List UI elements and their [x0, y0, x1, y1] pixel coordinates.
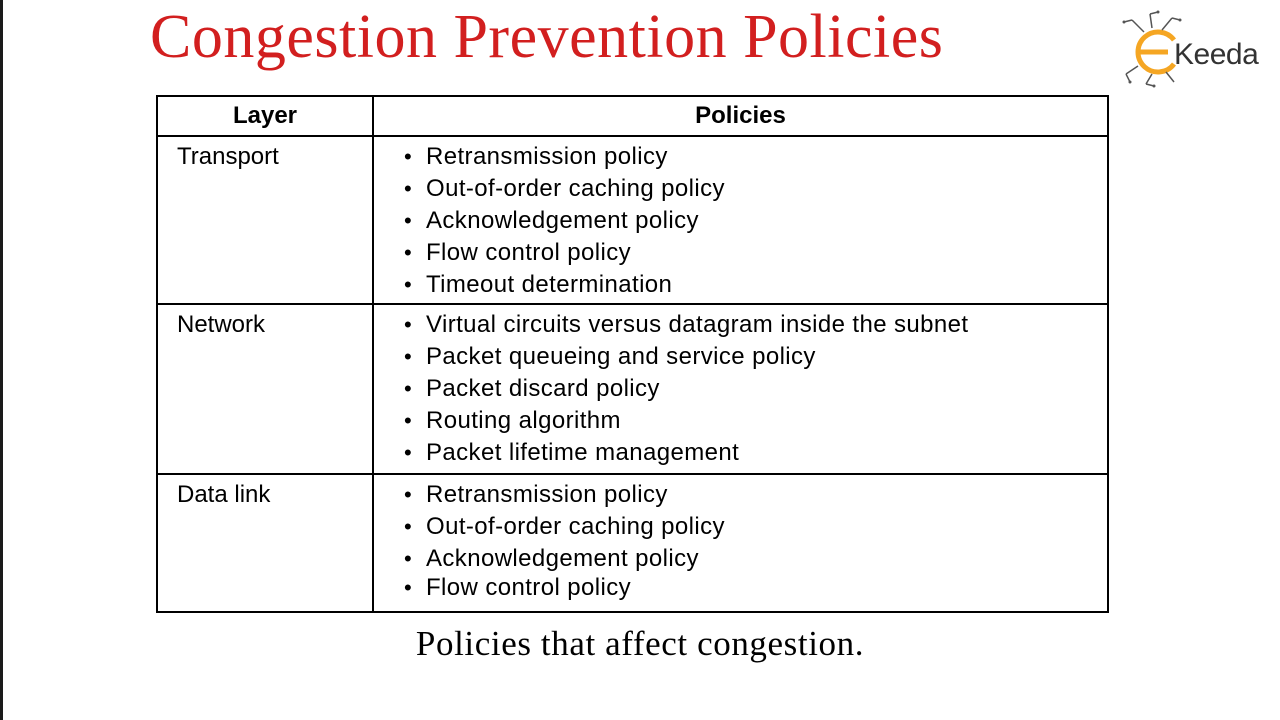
policy-list [404, 141, 1107, 301]
policies-table [156, 95, 1109, 613]
left-border [0, 0, 3, 720]
policies-cell [373, 304, 1108, 474]
policy-item: • Out-of-order caching policy [404, 511, 1107, 543]
bullet-icon: • [404, 546, 413, 571]
table-header-row [157, 96, 1108, 136]
bullet-icon: • [404, 376, 413, 401]
bullet-icon: • [404, 575, 413, 600]
bullet-icon: • [404, 408, 413, 433]
policy-item: • Timeout determination [404, 269, 1107, 301]
policy-item: • Routing algorithm [404, 405, 1107, 437]
policy-item: • Flow control policy [404, 237, 1107, 269]
policy-item: • Retransmission policy [404, 479, 1107, 511]
layer-cell: Network [157, 304, 373, 474]
bullet-icon: • [404, 240, 413, 265]
policy-list [404, 309, 1107, 469]
policy-item: • Acknowledgement policy [404, 205, 1107, 237]
policies-cell [373, 474, 1108, 612]
table-row-data-link [157, 474, 1108, 612]
bullet-icon: • [404, 440, 413, 465]
bullet-icon: • [404, 208, 413, 233]
table-row-transport [157, 136, 1108, 304]
policy-item: • Packet discard policy [404, 373, 1107, 405]
table-caption: Policies that affect congestion. [415, 624, 865, 663]
bullet-icon: • [404, 344, 413, 369]
layer-cell: Data link [157, 474, 373, 612]
policy-item: • Flow control policy [404, 574, 632, 601]
header-layer: Layer [157, 96, 373, 136]
policy-item: • Packet lifetime management [404, 437, 1107, 469]
ekeeda-logo-text: Keeda [1174, 38, 1259, 71]
bullet-icon: • [404, 176, 413, 201]
slide-title: Congestion Prevention Policies [150, 3, 944, 71]
ekeeda-logo [1122, 10, 1272, 88]
policy-item: • Packet queueing and service policy [404, 341, 1107, 373]
layer-cell: Transport [157, 136, 373, 304]
bullet-icon: • [404, 272, 413, 297]
bullet-icon: • [404, 144, 413, 169]
policy-item: • Out-of-order caching policy [404, 173, 1107, 205]
policy-item: • Retransmission policy [404, 141, 1107, 173]
bullet-icon: • [404, 312, 413, 337]
policy-item: • Acknowledgement policy [404, 543, 1107, 575]
policy-item: • Virtual circuits versus datagram inside the subnet [404, 309, 1107, 341]
policies-cell [373, 136, 1108, 304]
bullet-icon: • [404, 482, 413, 507]
header-policies: Policies [373, 96, 1108, 136]
policy-list [404, 479, 1107, 601]
bullet-icon: • [404, 514, 413, 539]
table-row-network [157, 304, 1108, 474]
